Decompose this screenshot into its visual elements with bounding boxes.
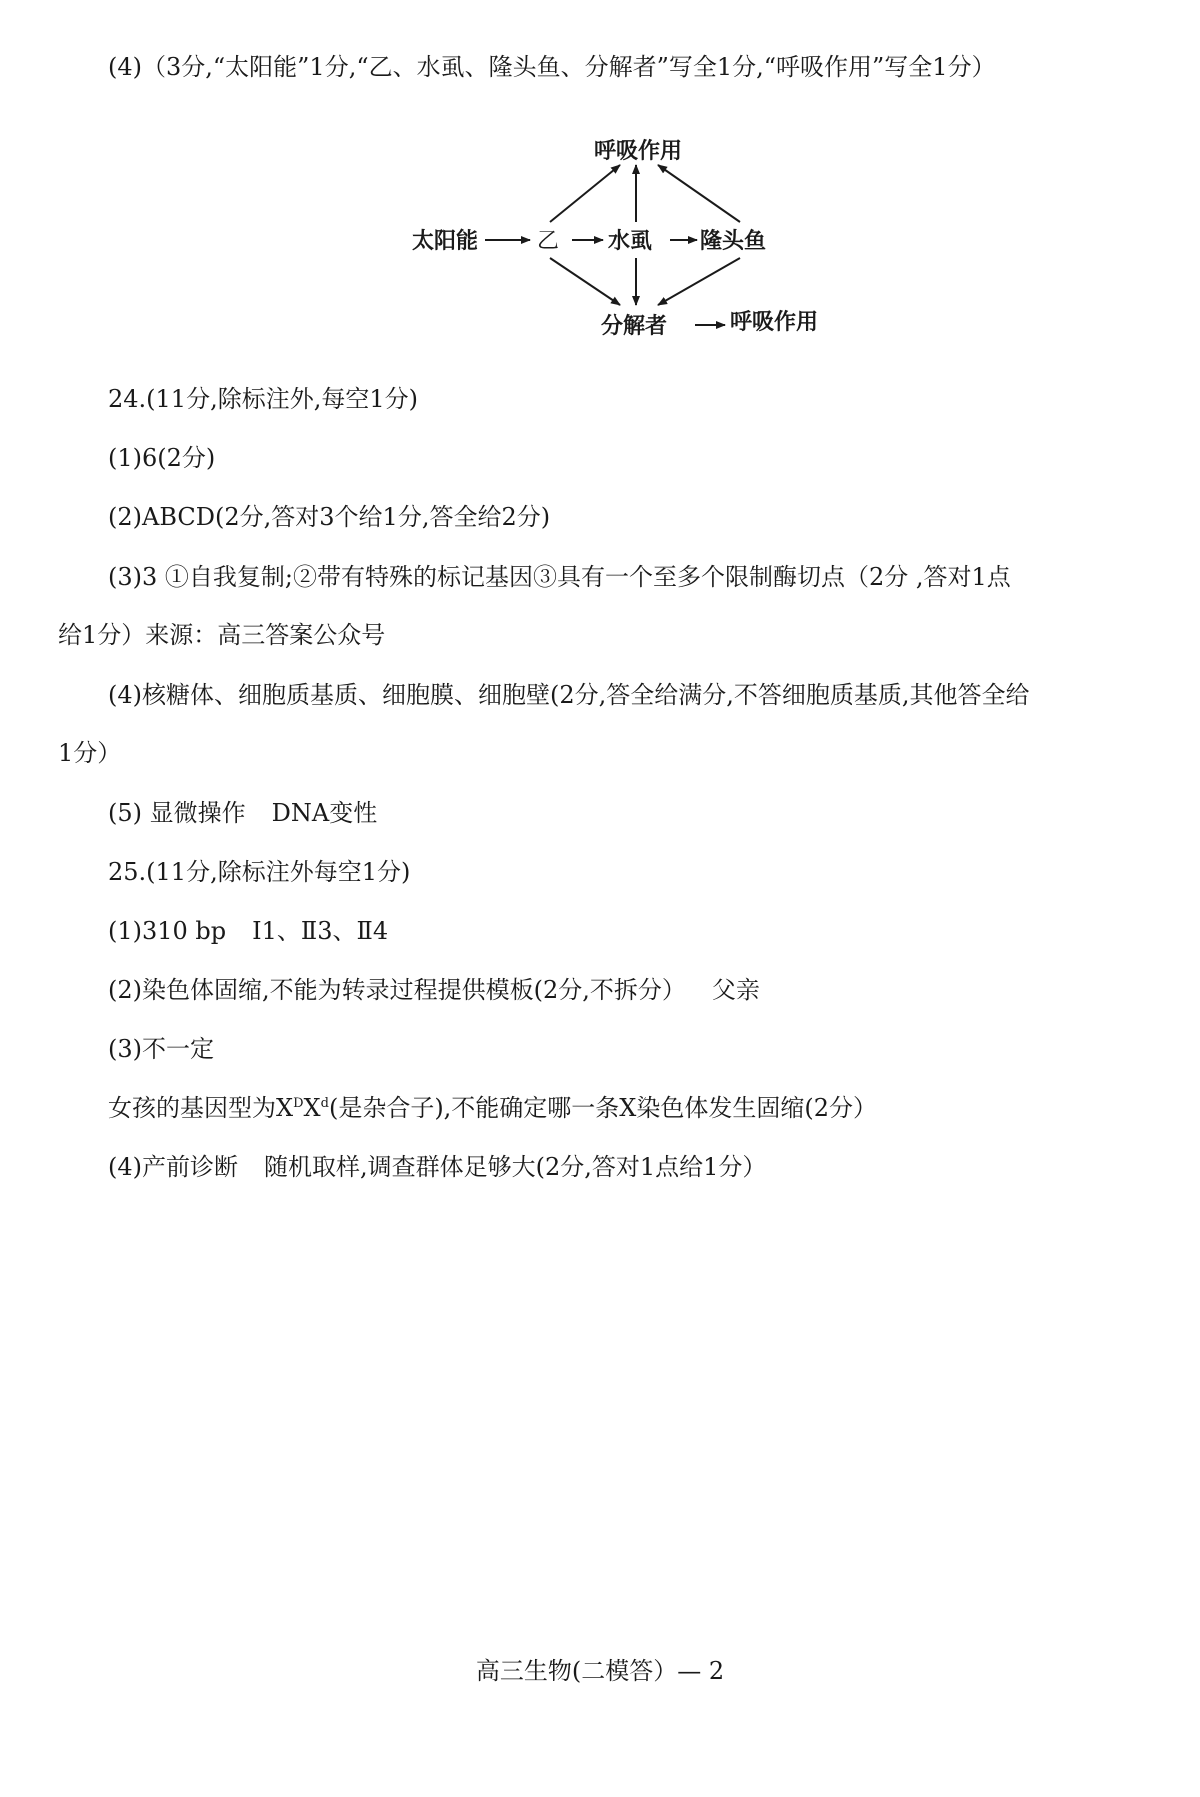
node-sun: 太阳能: [412, 229, 479, 254]
node-decomposer: 分解者: [601, 314, 668, 339]
arrow-wrasse-to-respiration: [658, 165, 740, 222]
q24-header: 24.(11分,除标注外,每空1分): [108, 385, 418, 413]
q25-part4: [0, 1152, 1200, 1182]
q24-part4-line2: 1分）: [58, 739, 122, 767]
q25-header: 25.(11分,除标注外每空1分): [108, 858, 411, 886]
q25-part1-answer-b: Ⅰ1、Ⅱ3、Ⅱ4: [252, 917, 389, 945]
q24-part3-line2: 给1分）来源：高三答案公众号: [58, 621, 386, 649]
q25-part4-answer-b: 随机取样,调查群体足够大(2分,答对1点给1分）: [264, 1153, 767, 1181]
arrow-wrasse-to-decomposer: [658, 258, 740, 305]
node-respiration-top: 呼吸作用: [593, 139, 683, 164]
q25-part2-answer-a: (2)染色体固缩,不能为转录过程提供模板(2分,不拆分）: [108, 976, 686, 1004]
q25-part2: [0, 975, 1200, 1005]
q25-part4-answer-a: (4)产前诊断: [108, 1153, 238, 1181]
node-respiration-bottom: 呼吸作用: [730, 310, 819, 335]
q24-part5: [0, 798, 1200, 828]
allele-superscript-D: D: [293, 1096, 304, 1111]
q25-part3-explanation: [0, 1093, 1200, 1123]
page-footer: 高三生物(二模答）— 2: [475, 1657, 725, 1685]
node-wrasse: 隆头鱼: [700, 229, 767, 254]
node-yi: 乙: [537, 229, 560, 254]
arrow-yi-to-respiration: [550, 165, 620, 222]
genotype-explanation: (是杂合子),不能确定哪一条X染色体发生固缩(2分）: [328, 1094, 878, 1122]
q24-part3-line1: (3)3 ①自我复制;②带有特殊的标记基因③具有一个至多个限制酶切点（2分 ,答对1点: [108, 563, 1011, 591]
q24-part2: (2)ABCD(2分,答对3个给1分,答全给2分): [108, 503, 551, 531]
q25-part3: (3)不一定: [108, 1035, 214, 1063]
q25-part1: [0, 916, 1200, 946]
genotype-x: X: [303, 1094, 321, 1122]
q25-part2-answer-b: 父亲: [711, 976, 760, 1004]
q24-part5-answer-b: DNA变性: [271, 799, 378, 827]
energy-flow-diagram: [0, 0, 1200, 360]
q23-part4-scoring: (4)（3分,“太阳能”1分,“乙、水虱、隆头鱼、分解者”写全1分,“呼吸作用”写全1分）: [108, 53, 996, 81]
genotype-prefix: 女孩的基因型为X: [108, 1094, 294, 1122]
allele-superscript-d: d: [320, 1096, 329, 1111]
arrow-yi-to-decomposer: [550, 258, 620, 305]
q24-part5-answer-a: (5) 显微操作: [108, 799, 246, 827]
q24-part1: (1)6(2分): [108, 444, 216, 472]
node-water-louse: 水虱: [608, 229, 653, 254]
q25-part1-answer-a: (1)310 bp: [108, 917, 227, 945]
q24-part4-line1: (4)核糖体、细胞质基质、细胞膜、细胞壁(2分,答全给满分,不答细胞质基质,其他答全给: [108, 681, 1030, 709]
